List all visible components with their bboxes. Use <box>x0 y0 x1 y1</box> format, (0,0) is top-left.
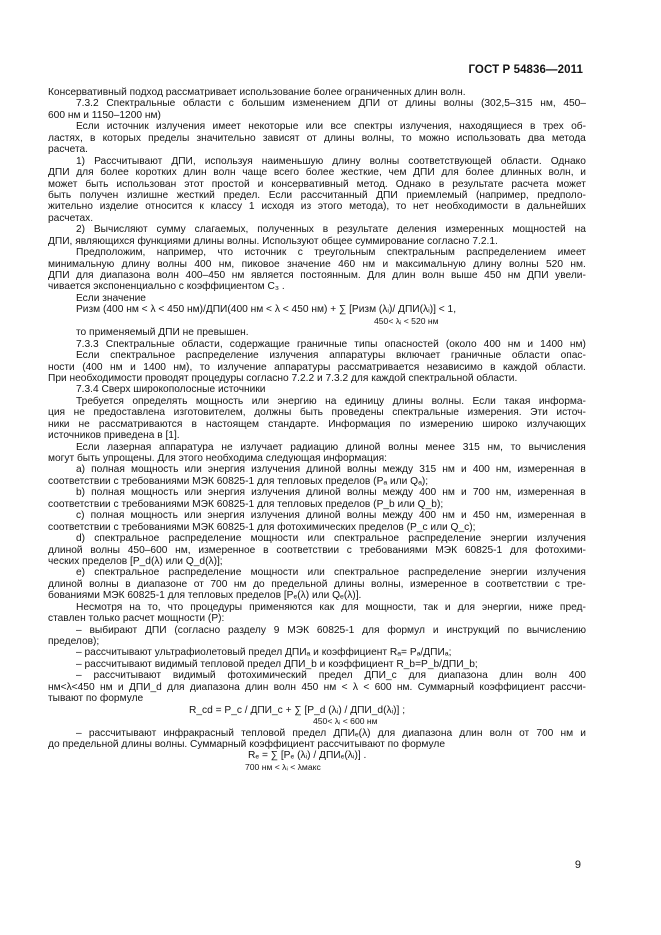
text-line: ДПИ для диапазона волн 400–450 нм является постоянным. Для длин волн выше 450 нм ДПИ увели- <box>48 270 586 281</box>
text-line: d) спектральное распределение мощности или спектральное распределение энергии излучения <box>76 533 586 545</box>
text-line: – рассчитывают инфракрасный тепловой предел ДПИₑ(λ) для диапазона длин волн от 700 нм и <box>76 727 586 739</box>
text-line: Предположим, например, что источник с треугольным спектральным распределением имеет <box>76 247 586 259</box>
text-line: бованиями МЭК 60825-1 для тепловых пределов [Pₑ(λ) или Qₑ(λ)]. <box>48 590 362 602</box>
page-number: 9 <box>574 859 581 871</box>
text-line: ДПИ для более коротких длин волн чаще всего более жесткие, чем ДПИ для более длинных волн, и <box>48 167 586 179</box>
text-line: 7.3.3 Спектральные области, содержащие граничные типы опасностей (около 400 нм и 1400 нм) <box>76 338 586 350</box>
text-line: Несмотря на то, что процедуры применяются как для мощности, так и для энергии, ниже пред- <box>76 601 586 613</box>
text-line: ция не предоставлена изготовителем, должны быть проведены спектральные измерения. Эти источ- <box>48 407 586 419</box>
text-line: – выбирают ДПИ (согласно разделу 9 МЭК 60825-1 для формул и инструкций по вычислению <box>76 624 586 636</box>
text-line: c) полная мощность или энергия излучения длиной волны между 400 нм и 450 нм, измеренная в <box>76 510 586 522</box>
text-line: Если значение <box>76 292 146 304</box>
text-line: может быть использован этот простой и консервативный метод. Однако в результате расчета может <box>48 178 586 190</box>
text-line: Консервативный подход рассматривает использование более ограниченных длин волн. <box>48 87 466 98</box>
text-line: 1) Рассчитывают ДПИ, используя наименьшую длину волны соответствующей области. Однако <box>76 155 586 167</box>
text-line: 700 нм < λᵢ < λмакс <box>245 761 321 772</box>
text-line: минимальную длину волны 400 нм, пиковое значение 460 нм и максимальную длину волны 520 нм. <box>48 258 586 270</box>
document-header: ГОСТ Р 54836—2011 <box>468 64 583 76</box>
text-line: ники не рассматриваются в настоящем стандарте. Информация по измерению широко излучающих <box>48 418 586 430</box>
text-line: источников приведена в [1]. <box>48 430 180 442</box>
text-line: При необходимости проводят процедуры согласно 7.2.2 и 7.3.2 для каждой спектральной области. <box>48 372 518 384</box>
text-line: Требуется определять мощность или энергию на единицу длины волны. Если такая информа- <box>76 395 586 407</box>
text-line: 7.3.4 Сверх широкополосные источники <box>76 384 266 396</box>
text-line: R_cd = P_c / ДПИ_c + ∑ [P_d (λᵢ) / ДПИ_d(λᵢ)] ; <box>189 704 406 716</box>
text-line: 2) Вычисляют сумму слагаемых, полученных в результате деления измеренных мощностей на <box>76 224 586 236</box>
text-line: – рассчитывают видимый тепловой предел ДПИ_b и коэффициент R_b=P_b/ДПИ_b; <box>76 658 478 670</box>
text-line: ластях, в которых пределы значительно зависят от длины волны, то можно использовать два метода <box>48 132 586 144</box>
text-line: расчетах. <box>48 212 94 224</box>
text-line: соответствии с требованиями МЭК 60825-1 для тепловых пределов (Pₐ или Qₐ); <box>48 475 429 487</box>
text-line: Rₑ = ∑ [Pₑ (λᵢ) / ДПИₑ(λᵢ)] . <box>248 750 367 762</box>
text-line: соответствии с требованиями МЭК 60825-1 для тепловых пределов (P_b или Q_b); <box>48 498 444 510</box>
text-line: ставлен только расчет мощности (P): <box>48 613 225 625</box>
text-line: e) спектральное распределение мощности или спектральное распределение энергии излучения <box>76 567 586 579</box>
document-body <box>48 87 586 773</box>
text-line: до предельной длины волны. Суммарный коэффициент рассчитывают по формуле <box>48 738 445 750</box>
text-line: тывают по формуле <box>48 693 144 705</box>
text-line: расчета. <box>48 144 88 156</box>
text-line: жительно изделие относится к классу 1 исходя из этого метода), то нет необходимости в дальнейших <box>48 201 586 213</box>
text-line: длиной волны в диапазоне от 700 нм до предельной длины волны, измеренное в соответствии с тре- <box>48 578 586 590</box>
text-line: Pизм (400 нм < λ < 450 нм)/ДПИ(400 нм < λ < 450 нм) + ∑ [Pизм (λᵢ)/ ДПИ(λᵢ)] < 1, <box>76 304 457 316</box>
text-line: ческих пределов [P_d(λ) или Q_d(λ)]; <box>48 555 223 567</box>
text-line: ДПИ, являющихся функциями длины волны. Используют общее суммирование согласно 7.2.1. <box>48 235 498 247</box>
text-line: могут быть упрощены. Для этого необходима следующая информация: <box>48 453 387 464</box>
text-line: 600 нм и 1150–1200 нм) <box>48 109 161 121</box>
text-line: а) полная мощность или энергия излучения длиной волны между 315 нм и 400 нм, измеренная в <box>76 464 586 476</box>
text-line: нм<λ<450 нм и ДПИ_d для диапазона длин волн 450 нм < λ < 600 нм. Суммарный коэффициент рассчи- <box>48 681 586 693</box>
text-line: соответствии с требованиями МЭК 60825-1 для фотохимических пределов (P_c или Q_c); <box>48 521 476 533</box>
text-line: 7.3.2 Спектральные области с большим изменением ДПИ от длины волны (302,5–315 нм, 450– <box>76 98 586 110</box>
text-line: 450< λᵢ < 600 нм <box>313 716 378 727</box>
text-line: b) полная мощность или энергия излучения длиной волны между 400 нм и 700 нм, измеренная в <box>76 487 586 499</box>
text-line: то применяемый ДПИ не превышен. <box>76 327 249 339</box>
text-line: Если источник излучения имеет некоторые или все спектры излучения, находящиеся в трех об- <box>76 121 586 133</box>
text-line: быть получен излишне жесткий предел. Если рассчитанный ДПИ приемлемый (например, предполо- <box>48 189 586 201</box>
text-line: пределов); <box>48 636 100 647</box>
text-line: Если лазерная аппаратура не излучает радиацию длиной волны менее 315 нм, то вычисления <box>76 441 586 453</box>
text-line: – рассчитывают ультрафиолетовый предел ДПИₐ и коэффициент Rₐ= Pₐ/ДПИₐ; <box>76 647 452 659</box>
text-line: – рассчитывают видимый фотохимический предел ДПИ_c для диапазона длин волн 400 <box>76 670 586 682</box>
text-line: Если спектральное распределение излучения аппаратуры включает граничные области опас- <box>76 350 586 362</box>
text-line: ности (400 нм и 1400 нм), то излучение аппаратуры рассматривается независимо в каждой области. <box>48 361 586 373</box>
text-line: длиной волны 450–600 нм, измеренное в соответствии с требованиями МЭК 60825-1 для фотохими- <box>48 544 586 556</box>
text-line: чивается экспоненциально с коэффициентом C₃ . <box>48 281 285 293</box>
text-line: 450< λᵢ < 520 нм <box>374 315 439 326</box>
